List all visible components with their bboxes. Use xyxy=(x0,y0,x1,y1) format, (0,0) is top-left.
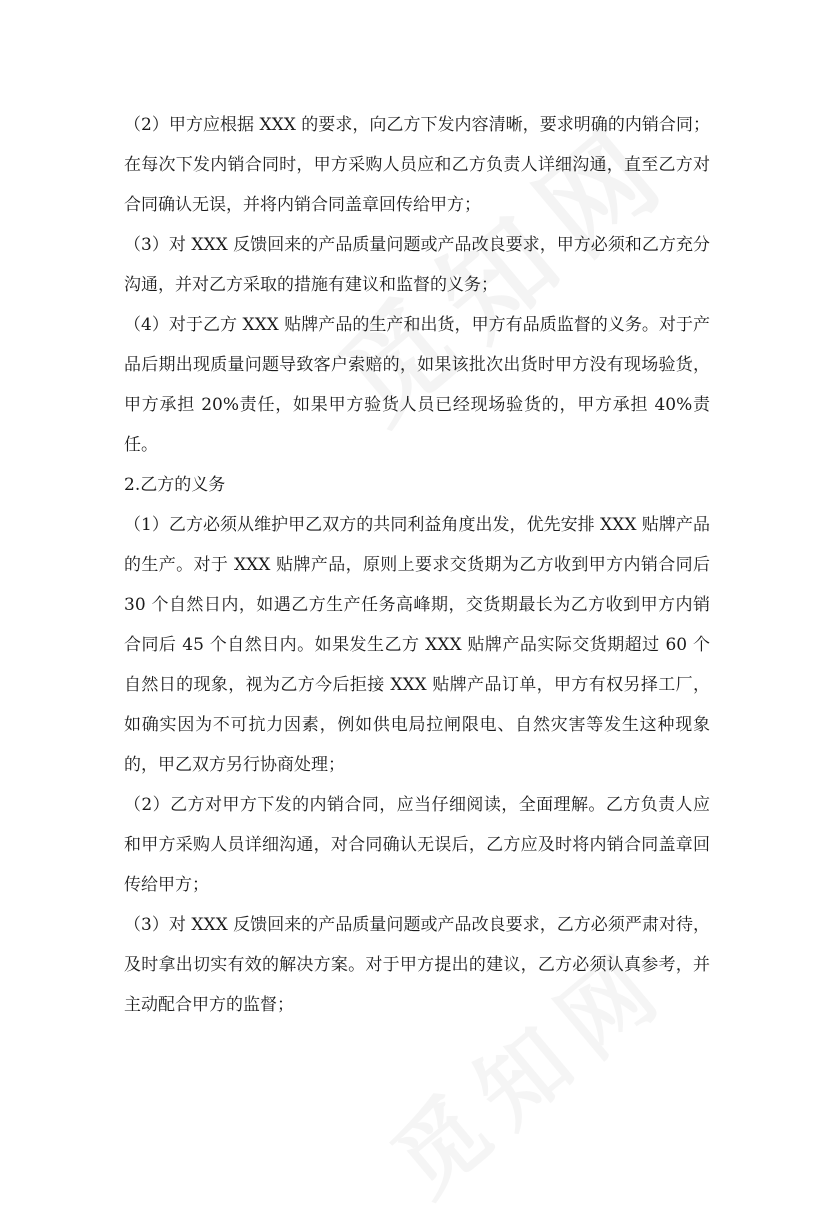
party-b-item-3: （3）对 XXX 反馈回来的产品质量问题或产品改良要求，乙方必须严肃对待，及时拿出切实有效的解决方案。对于甲方提出的建议，乙方必须认真参考，并主动配合甲方的监督； xyxy=(124,915,710,1015)
party-b-item-1: （1）乙方必须从维护甲乙双方的共同利益角度出发，优先安排 XXX 贴牌产品的生产。对于 XXX 贴牌产品，原则上要求交货期为乙方收到甲方内销合同后 30 个自然日内，如遇乙方生产任务高峰期，交货期最长为乙方收到甲方内销合同后 45 个自然日内。如果发生乙方 XXX 贴牌产品实际交货期超过 60 个自然日的现象，视为乙方今后拒接 XXX 贴牌产品订单，甲方有权另择工厂，如确实因为不可抗力因素，例如供电局拉闸限电、自然灾害等发生这种现象的，甲乙双方另行协商处理； xyxy=(124,515,710,775)
party-a-item-2: （2）甲方应根据 XXX 的要求，向乙方下发内容清晰，要求明确的内销合同；在每次下发内销合同时，甲方采购人员应和乙方负责人详细沟通，直至乙方对合同确认无误，并将内销合同盖章回传给甲方； xyxy=(124,115,710,215)
party-b-item-2: （2）乙方对甲方下发的内销合同，应当仔细阅读，全面理解。乙方负责人应和甲方采购人员详细沟通，对合同确认无误后，乙方应及时将内销合同盖章回传给甲方； xyxy=(124,795,710,895)
party-a-item-3: （3）对 XXX 反馈回来的产品质量问题或产品改良要求，甲方必须和乙方充分沟通，并对乙方采取的措施有建议和监督的义务； xyxy=(124,235,710,295)
document-body xyxy=(124,105,710,1025)
party-a-item-4: （4）对于乙方 XXX 贴牌产品的生产和出货，甲方有品质监督的义务。对于产品后期出现质量问题导致客户索赔的，如果该批次出货时甲方没有现场验货，甲方承担 20%责任，如果甲方验货人员已经现场验货的，甲方承担 40%责任。 xyxy=(124,315,710,455)
party-b-heading: 2.乙方的义务 xyxy=(124,475,226,495)
